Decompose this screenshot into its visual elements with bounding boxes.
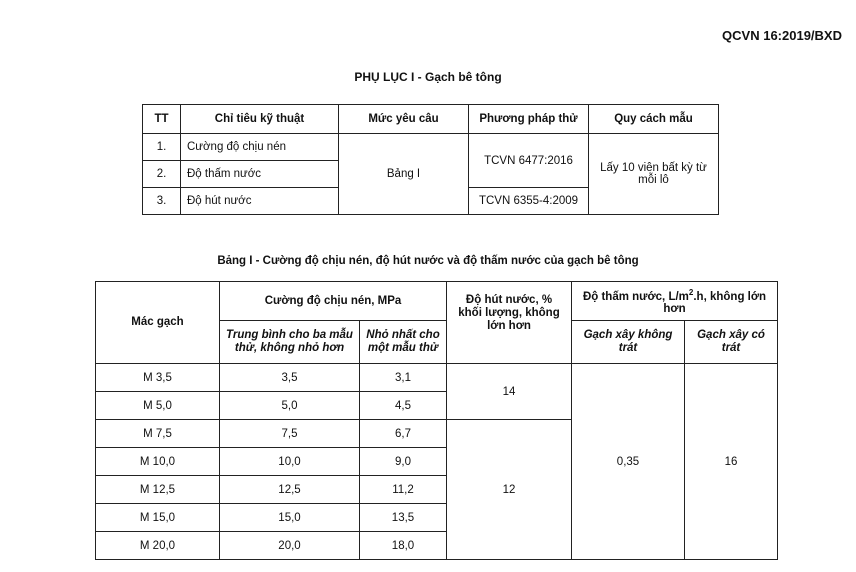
row-number: 3. <box>143 188 181 215</box>
grade-cell: M 10,0 <box>96 448 220 476</box>
header-grade: Mác gạch <box>96 282 220 364</box>
header-strength: Cường độ chịu nén, MPa <box>220 282 447 321</box>
min-cell: 4,5 <box>360 392 447 420</box>
requirement-cell: Bảng I <box>339 134 469 215</box>
grade-cell: M 3,5 <box>96 364 220 392</box>
permeability-exponent: 2 <box>688 287 694 297</box>
grade-cell: M 15,0 <box>96 504 220 532</box>
absorption-cell: 12 <box>447 420 572 560</box>
min-cell: 11,2 <box>360 476 447 504</box>
method-cell: TCVN 6355-4:2009 <box>469 188 589 215</box>
header-strength-avg: Trung bình cho ba mẫu thử, không nhỏ hơn <box>220 321 360 364</box>
grade-cell: M 5,0 <box>96 392 220 420</box>
perm-plastered-cell: 16 <box>685 364 778 560</box>
min-cell: 9,0 <box>360 448 447 476</box>
header-criterion: Chỉ tiêu kỹ thuật <box>181 105 339 134</box>
table-header-row <box>143 105 719 134</box>
min-cell: 13,5 <box>360 504 447 532</box>
strength-table <box>95 281 778 560</box>
absorption-cell: 14 <box>447 364 572 420</box>
row-number: 2. <box>143 161 181 188</box>
permeability-label-post: .h, không lớn hơn <box>663 290 767 316</box>
avg-cell: 7,5 <box>220 420 360 448</box>
appendix-title: PHỤ LỤC I - Gạch bê tông <box>354 70 502 84</box>
header-requirement: Mức yêu câu <box>339 105 469 134</box>
header-permeability <box>572 282 778 321</box>
avg-cell: 12,5 <box>220 476 360 504</box>
header-tt: TT <box>143 105 181 134</box>
grade-cell: M 7,5 <box>96 420 220 448</box>
row-number: 1. <box>143 134 181 161</box>
perm-unplastered-cell: 0,35 <box>572 364 685 560</box>
table-row <box>143 134 719 161</box>
header-perm-unplastered: Gạch xây không trát <box>572 321 685 364</box>
min-cell: 3,1 <box>360 364 447 392</box>
permeability-label-pre: Độ thấm nước, L/m <box>582 290 689 303</box>
header-method: Phương pháp thử <box>469 105 589 134</box>
avg-cell: 5,0 <box>220 392 360 420</box>
table2-title: Bảng I - Cường độ chịu nén, độ hút nước và độ thấm nước của gạch bê tông <box>217 255 639 267</box>
grade-cell: M 20,0 <box>96 532 220 560</box>
table-row <box>96 364 778 392</box>
avg-cell: 3,5 <box>220 364 360 392</box>
table-header-row <box>96 282 778 321</box>
grade-cell: M 12,5 <box>96 476 220 504</box>
sample-cell: Lấy 10 viên bất kỳ từ mỗi lô <box>589 134 719 215</box>
header-absorption: Độ hút nước, % khối lượng, không lớn hơn <box>447 282 572 364</box>
header-sample: Quy cách mẫu <box>589 105 719 134</box>
document-code: QCVN 16:2019/BXD <box>722 28 842 43</box>
criterion-cell: Độ thấm nước <box>181 161 339 188</box>
method-cell: TCVN 6477:2016 <box>469 134 589 188</box>
min-cell: 18,0 <box>360 532 447 560</box>
test-method-table <box>142 104 719 215</box>
avg-cell: 15,0 <box>220 504 360 532</box>
header-strength-min: Nhỏ nhất cho một mẫu thử <box>360 321 447 364</box>
criterion-cell: Độ hút nước <box>181 188 339 215</box>
min-cell: 6,7 <box>360 420 447 448</box>
avg-cell: 20,0 <box>220 532 360 560</box>
criterion-cell: Cường độ chịu nén <box>181 134 339 161</box>
header-perm-plastered: Gạch xây có trát <box>685 321 778 364</box>
avg-cell: 10,0 <box>220 448 360 476</box>
